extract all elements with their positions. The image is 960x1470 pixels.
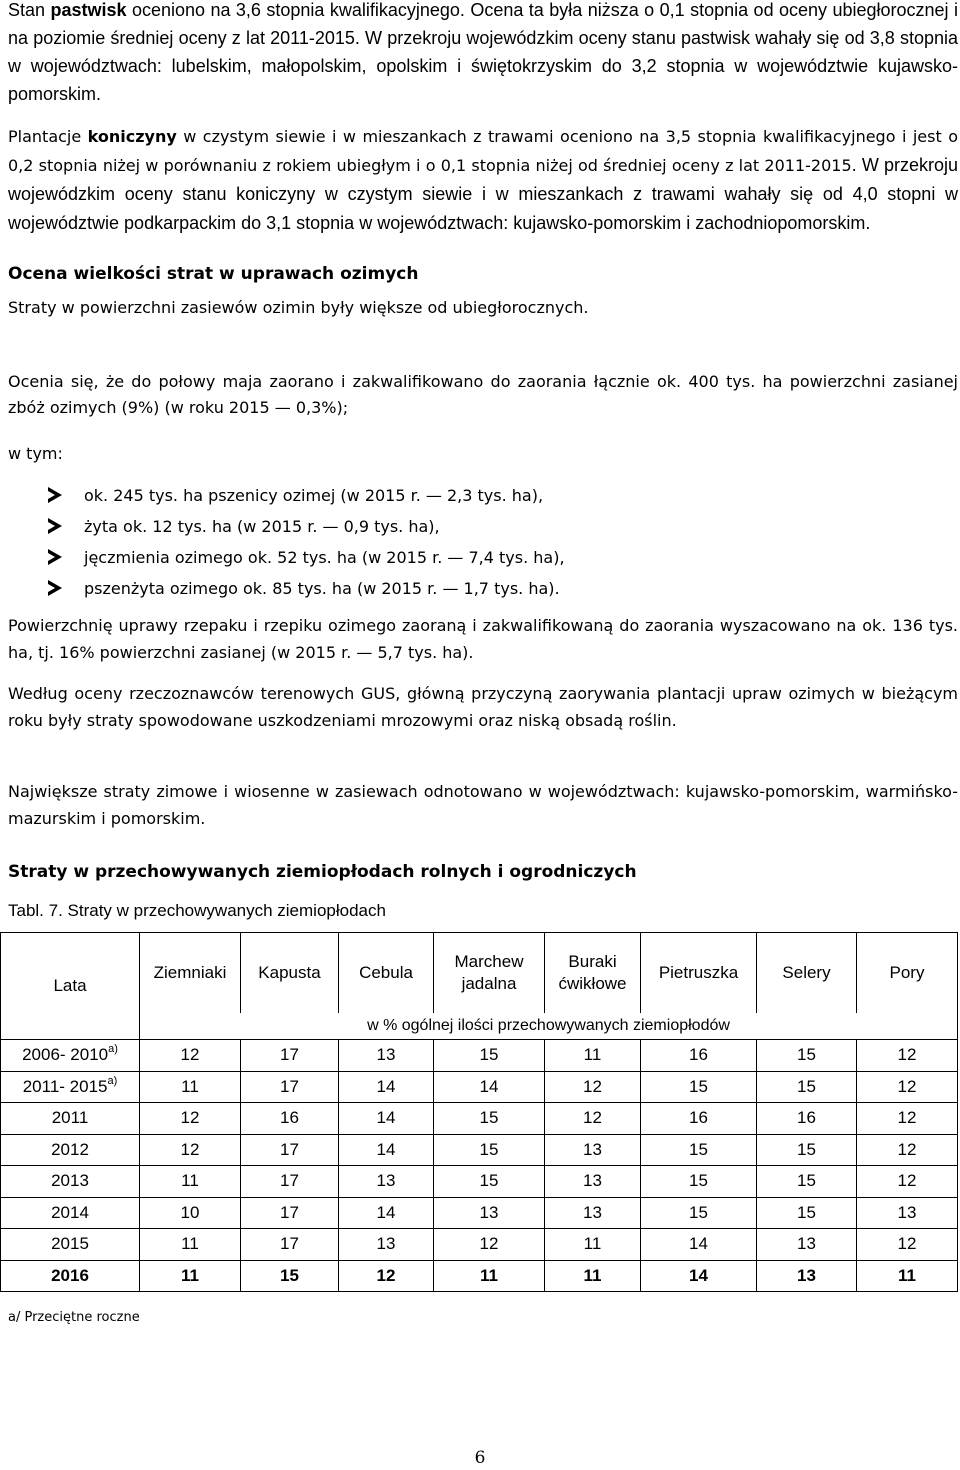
table-cell: 12 — [857, 1166, 958, 1198]
table-cell: 15 — [434, 1134, 545, 1166]
table-cell: 11 — [140, 1260, 241, 1292]
table-row — [1, 1166, 958, 1198]
table-cell: 14 — [339, 1071, 434, 1103]
table-cell: 15 — [434, 1040, 545, 1072]
column-header: Ziemniaki — [140, 933, 241, 1014]
paragraph-przyczyna: Według oceny rzeczoznawców terenowych GUS, główną przyczyną zaorywania plantacji upraw ozimych w bieżącym roku były straty spowodowane uszkodzeniami mrozowymi oraz niską obsadą roślin. — [8, 684, 958, 730]
table-cell: 15 — [641, 1166, 757, 1198]
text-run: W przekroju wojewódzkim oceny stanu koniczyny w czystym siewie i w mieszankach z trawami wahały się od 4,0 stopni w województwie podkarpackim do 3,1 stopnia w województwach: kujawsko-pomorskim i zachodniopomorskim. — [8, 155, 958, 233]
column-header: Cebula — [339, 933, 434, 1014]
table-cell: 17 — [241, 1197, 339, 1229]
table-cell: 15 — [641, 1134, 757, 1166]
table-cell: 12 — [857, 1134, 958, 1166]
table-row — [1, 1134, 958, 1166]
table-cell: 14 — [641, 1229, 757, 1261]
arrow-bullet-icon — [48, 487, 62, 503]
table-cell: 15 — [641, 1071, 757, 1103]
table-cell: 16 — [241, 1103, 339, 1135]
bold-term-pastwisk: pastwisk — [50, 0, 127, 20]
column-header: Pietruszka — [641, 933, 757, 1014]
list-item: żyta ok. 12 tys. ha (w 2015 r. — 0,9 tys. ha), — [48, 511, 565, 542]
paragraph-w-tym: w tym: — [8, 444, 63, 463]
table-cell: 13 — [339, 1166, 434, 1198]
table-cell: 11 — [857, 1260, 958, 1292]
table-cell: 13 — [757, 1229, 857, 1261]
table-cell: 15 — [757, 1134, 857, 1166]
table-cell: 12 — [857, 1229, 958, 1261]
paragraph-koniczyna — [8, 122, 958, 238]
table-row — [1, 1260, 958, 1292]
table-cell: 15 — [757, 1166, 857, 1198]
table-caption: Tabl. 7. Straty w przechowywanych ziemiopłodach — [8, 901, 386, 920]
table-cell: 12 — [339, 1260, 434, 1292]
arrow-bullet-icon — [48, 580, 62, 596]
column-header: Selery — [757, 933, 857, 1014]
table-cell: 12 — [857, 1040, 958, 1072]
table-cell: 12 — [434, 1229, 545, 1261]
table-row — [1, 1103, 958, 1135]
heading-straty-przechowywanie: Straty w przechowywanych ziemiopłodach rolnych i ogrodniczych — [8, 862, 637, 882]
table-cell: 16 — [641, 1103, 757, 1135]
table-cell: 14 — [434, 1071, 545, 1103]
table-cell: 11 — [545, 1040, 641, 1072]
row-year: 2014 — [1, 1197, 140, 1229]
table-cell: 17 — [241, 1071, 339, 1103]
table-cell: 13 — [857, 1197, 958, 1229]
table-cell: 11 — [545, 1229, 641, 1261]
column-header: Buraki ćwikłowe — [545, 933, 641, 1014]
table-cell: 17 — [241, 1229, 339, 1261]
paragraph-pastwiska — [8, 0, 958, 108]
row-year: 2011 — [1, 1103, 140, 1135]
table-cell: 12 — [140, 1103, 241, 1135]
table-cell: 12 — [140, 1134, 241, 1166]
table-cell: 15 — [757, 1040, 857, 1072]
column-header: Marchew jadalna — [434, 933, 545, 1014]
list-item: jęczmienia ozimego ok. 52 tys. ha (w 2015 r. — 7,4 tys. ha), — [48, 542, 565, 573]
table-cell: 16 — [757, 1103, 857, 1135]
table-cell: 13 — [545, 1134, 641, 1166]
storage-loss-table — [0, 932, 958, 1292]
paragraph-straty-zasiewow: Straty w powierzchni zasiewów ozimin były większe od ubiegłorocznych. — [8, 298, 589, 317]
text-run: Stan — [8, 0, 51, 20]
column-header-lata: Lata — [1, 933, 140, 1040]
table-cell: 11 — [434, 1260, 545, 1292]
page-number: 6 — [474, 1448, 486, 1468]
table-cell: 15 — [434, 1103, 545, 1135]
table-cell: 13 — [434, 1197, 545, 1229]
table-body — [1, 1040, 958, 1292]
table-row — [1, 1229, 958, 1261]
row-year: 2006- 2010$^{a)}$ — [1, 1040, 140, 1072]
table-cell: 13 — [545, 1166, 641, 1198]
table-cell: 14 — [641, 1260, 757, 1292]
table-cell: 13 — [545, 1197, 641, 1229]
table-cell: 11 — [545, 1260, 641, 1292]
column-header: Pory — [857, 933, 958, 1014]
table-cell: 15 — [757, 1197, 857, 1229]
table-cell: 13 — [339, 1040, 434, 1072]
table-cell: 12 — [545, 1103, 641, 1135]
text-run: oceniono na 3,6 stopnia kwalifikacyjnego. Ocena ta była niższa o 0,1 stopnia od oceny ubiegłorocznej i na poziomie średniej oceny z lat 2011-2015. W przekroju wojewódzkim oceny stanu pastwisk wahały się od 3,8 stopnia w województwach: lubelskim, małopolskim, opolskim i świętokrzyskim do 3,2 stopnia w województwie kujawsko-pomorskim. — [8, 0, 958, 104]
heading-straty-ozime: Ocena wielkości strat w uprawach ozimych — [8, 264, 419, 284]
paragraph-rzepak: Powierzchnię uprawy rzepaku i rzepiku ozimego zaoraną i zakwalifikowaną do zaorania wyszacowano na ok. 136 tys. ha, tj. 16% powierzchni zasianej (w 2015 r. — 5,7 tys. ha). — [8, 616, 958, 662]
table-cell: 17 — [241, 1166, 339, 1198]
row-year: 2016 — [1, 1260, 140, 1292]
table-cell: 16 — [641, 1040, 757, 1072]
row-year: 2013 — [1, 1166, 140, 1198]
table-row — [1, 1197, 958, 1229]
arrow-bullet-icon — [48, 518, 62, 534]
table-cell: 10 — [140, 1197, 241, 1229]
table-cell: 17 — [241, 1040, 339, 1072]
table-cell: 12 — [140, 1040, 241, 1072]
table-cell: 11 — [140, 1071, 241, 1103]
unit-header: w % ogólnej ilości przechowywanych ziemiopłodów — [140, 1013, 958, 1040]
text-run: Plantacje — [8, 127, 88, 146]
row-year: 2015 — [1, 1229, 140, 1261]
table-cell: 14 — [339, 1134, 434, 1166]
table-cell: 15 — [641, 1197, 757, 1229]
row-year: 2012 — [1, 1134, 140, 1166]
table-cell: 15 — [757, 1071, 857, 1103]
crop-loss-list — [48, 480, 565, 604]
arrow-bullet-icon — [48, 549, 62, 565]
table-row — [1, 1071, 958, 1103]
table-cell: 14 — [339, 1197, 434, 1229]
paragraph-zaorano: Ocenia się, że do połowy maja zaorano i zakwalifikowano do zaorania łącznie ok. 400 tys. ha powierzchni zasianej zbóż ozimych (9%) (w roku 2015 — 0,3%); — [8, 372, 958, 417]
table-cell: 12 — [857, 1071, 958, 1103]
table-cell: 14 — [339, 1103, 434, 1135]
list-item: ok. 245 tys. ha pszenicy ozimej (w 2015 r. — 2,3 tys. ha), — [48, 480, 565, 511]
bold-term-koniczyny: koniczyny — [87, 127, 177, 146]
footnote: a/ Przeciętne roczne — [8, 1310, 140, 1325]
table-cell: 12 — [857, 1103, 958, 1135]
column-header: Kapusta — [241, 933, 339, 1014]
table-cell: 11 — [140, 1166, 241, 1198]
row-year: 2011- 2015$^{a)}$ — [1, 1071, 140, 1103]
text-run: w czystym siewie i w mieszankach z trawami oceniono na 3,5 stopnia kwalifikacyjnego i jest o 0,2 stopnia niżej w porównaniu z rokiem ubiegłym i o 0,1 stopnia niżej od średniej oceny z lat 2011-2015. — [8, 127, 958, 175]
table-cell: 12 — [545, 1071, 641, 1103]
table-cell: 15 — [241, 1260, 339, 1292]
table-row — [1, 1040, 958, 1072]
table-cell: 13 — [339, 1229, 434, 1261]
table-cell: 11 — [140, 1229, 241, 1261]
paragraph-najwieksze-straty: Największe straty zimowe i wiosenne w zasiewach odnotowano w województwach: kujawsko-pomorskim, warmińsko-mazurskim i pomorskim. — [8, 782, 958, 828]
list-item: pszenżyta ozimego ok. 85 tys. ha (w 2015 r. — 1,7 tys. ha). — [48, 573, 565, 604]
table-cell: 13 — [757, 1260, 857, 1292]
table-cell: 15 — [434, 1166, 545, 1198]
table-cell: 17 — [241, 1134, 339, 1166]
